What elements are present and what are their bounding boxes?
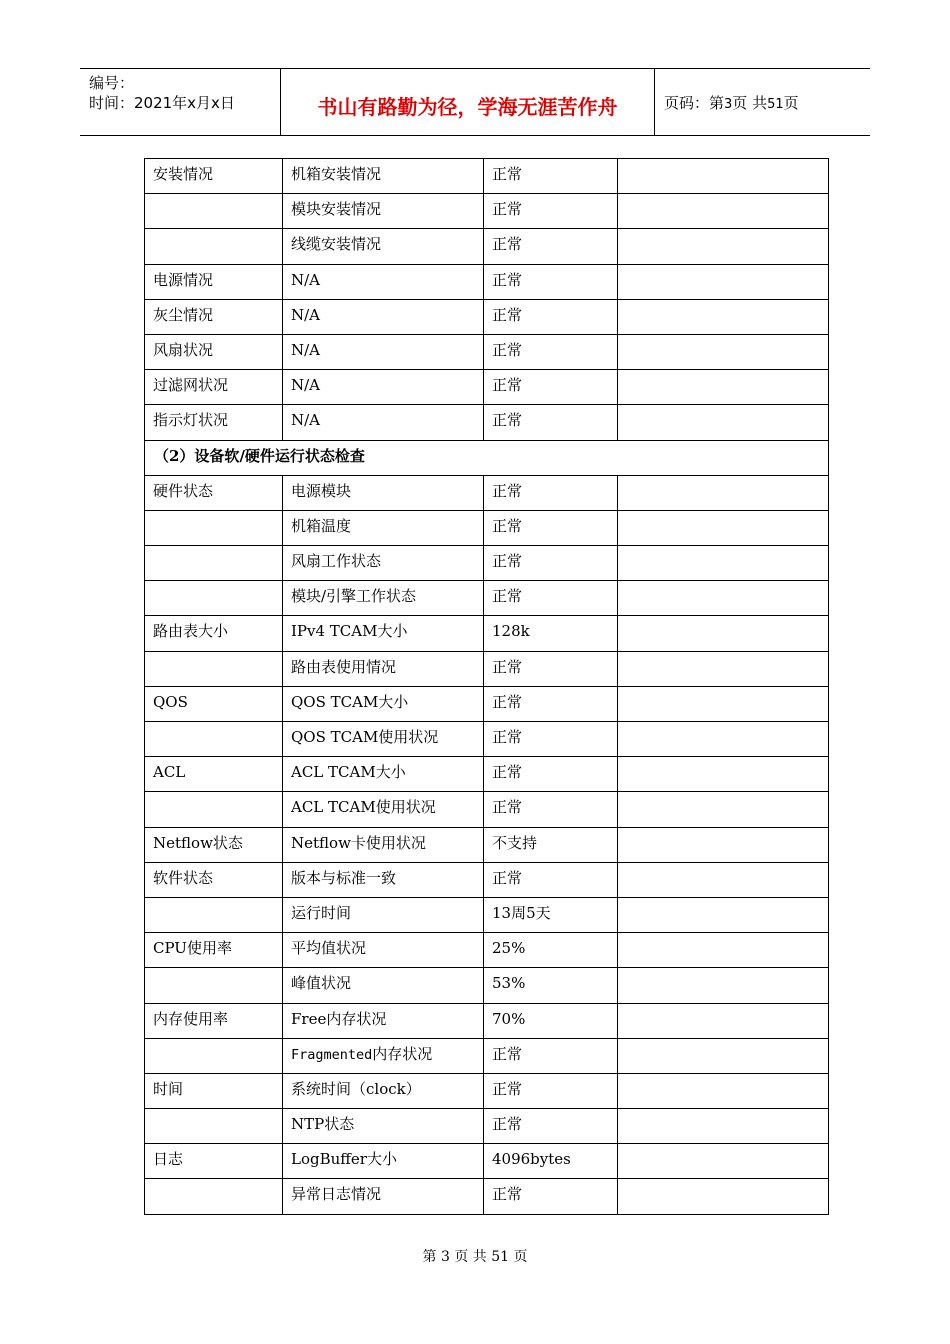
result-cell: 正常 [484,546,618,581]
remark-cell [618,1073,829,1108]
table-row [145,1003,829,1038]
item-cell: 内存使用率 [145,1003,283,1038]
remark-cell [618,159,829,194]
subitem-cell: 模块安装情况 [283,194,484,229]
subitem-cell: Free内存状况 [283,1003,484,1038]
page-header [80,68,870,136]
table-row [145,299,829,334]
subitem-cell [283,1038,484,1073]
result-cell: 正常 [484,1179,618,1214]
table-row [145,1179,829,1214]
result-cell: 正常 [484,370,618,405]
result-cell: 4096bytes [484,1144,618,1179]
table-row [145,933,829,968]
remark-cell [618,968,829,1003]
result-cell: 正常 [484,159,618,194]
remark-cell [618,757,829,792]
table-row [145,405,829,440]
page-current: 3 [724,97,733,112]
subitem-cell: 电源模块 [283,475,484,510]
item-cell: QOS [145,686,283,721]
table-row [145,686,829,721]
item-cell: 软件状态 [145,862,283,897]
subitem-cell: LogBuffer大小 [283,1144,484,1179]
table-row [145,1109,829,1144]
result-cell: 正常 [484,405,618,440]
table-row [145,581,829,616]
inspection-table-body [145,159,829,441]
item-cell [145,722,283,757]
subitem-cell: 异常日志情况 [283,1179,484,1214]
subitem-cell: 平均值状况 [283,933,484,968]
remark-cell [618,1109,829,1144]
result-cell: 25% [484,933,618,968]
item-cell [145,1179,283,1214]
result-cell: 正常 [484,686,618,721]
table-row [145,968,829,1003]
item-cell [145,1038,283,1073]
subitem-cell: QOS TCAM使用状况 [283,722,484,757]
table-row [145,229,829,264]
table-row [145,1144,829,1179]
remark-cell [618,405,829,440]
result-cell: 正常 [484,651,618,686]
table-row [145,897,829,932]
remark-cell [618,1144,829,1179]
item-cell: 路由表大小 [145,616,283,651]
result-cell: 128k [484,616,618,651]
subitem-cell: 机箱安装情况 [283,159,484,194]
result-cell: 正常 [484,475,618,510]
page-label-suffix: 页 [783,94,799,112]
result-cell: 正常 [484,334,618,369]
remark-cell [618,475,829,510]
remark-cell [618,722,829,757]
result-cell: 正常 [484,229,618,264]
subitem-cell: N/A [283,405,484,440]
result-cell: 70% [484,1003,618,1038]
header-page-info [655,69,870,135]
result-cell: 正常 [484,264,618,299]
item-cell [145,581,283,616]
footer-mid: 页 共 [454,1249,487,1265]
table-row [145,651,829,686]
item-cell [145,1109,283,1144]
item-cell: ACL [145,757,283,792]
table-row [145,334,829,369]
table-row [145,159,829,194]
subitem-text: 内存状况 [372,1044,433,1063]
remark-cell [618,1003,829,1038]
table-row [145,370,829,405]
section-title: （2）设备软/硬件运行状态检查 [145,440,829,475]
table-row [145,616,829,651]
item-cell [145,651,283,686]
subitem-cell: 版本与标准一致 [283,862,484,897]
subitem-mono-text: Fragmented [291,1046,373,1063]
page-label-mid: 页 共 [732,94,768,112]
header-motto: 书山有路勤为径，学海无涯苦作舟 [281,69,655,135]
remark-cell [618,194,829,229]
remark-cell [618,370,829,405]
result-cell: 正常 [484,792,618,827]
status-table-body [145,475,829,1214]
subitem-cell: 模块/引擎工作状态 [283,581,484,616]
remark-cell [618,581,829,616]
serial-label: 编号： [89,74,135,92]
item-cell: 风扇状况 [145,334,283,369]
subitem-cell: IPv4 TCAM大小 [283,616,484,651]
table-row [145,757,829,792]
page-total: 51 [767,97,784,112]
item-cell: Netflow状态 [145,827,283,862]
remark-cell [618,1179,829,1214]
result-cell: 正常 [484,510,618,545]
remark-cell [618,229,829,264]
subitem-cell: N/A [283,334,484,369]
item-cell: 灰尘情况 [145,299,283,334]
result-cell: 正常 [484,299,618,334]
remark-cell [618,933,829,968]
footer-prefix: 第 [422,1249,437,1265]
subitem-cell: 运行时间 [283,897,484,932]
subitem-cell: 峰值状况 [283,968,484,1003]
item-cell: 电源情况 [145,264,283,299]
result-cell: 正常 [484,1073,618,1108]
item-cell [145,792,283,827]
result-cell: 正常 [484,194,618,229]
item-cell [145,510,283,545]
subitem-cell: 路由表使用情况 [283,651,484,686]
item-cell: 时间 [145,1073,283,1108]
remark-cell [618,686,829,721]
subitem-cell: Netflow卡使用状况 [283,827,484,862]
item-cell [145,194,283,229]
table-row [145,827,829,862]
header-meta [80,69,281,135]
item-cell: 指示灯状况 [145,405,283,440]
remark-cell [618,827,829,862]
result-cell: 正常 [484,1109,618,1144]
table-row [145,546,829,581]
subitem-cell: ACL TCAM大小 [283,757,484,792]
remark-cell [618,862,829,897]
footer-current: 3 [440,1249,450,1265]
item-cell: CPU使用率 [145,933,283,968]
page-label-prefix: 页码：第 [664,94,725,112]
subitem-cell: 线缆安装情况 [283,229,484,264]
table-row [145,475,829,510]
table-row [145,792,829,827]
result-cell: 正常 [484,722,618,757]
remark-cell [618,792,829,827]
item-cell [145,897,283,932]
result-cell: 53% [484,968,618,1003]
subitem-cell: 风扇工作状态 [283,546,484,581]
table-row [145,722,829,757]
table-row [145,194,829,229]
footer-total: 51 [491,1249,510,1265]
inspection-table [144,158,829,1215]
item-cell: 硬件状态 [145,475,283,510]
result-cell: 正常 [484,1038,618,1073]
remark-cell [618,264,829,299]
item-cell [145,546,283,581]
remark-cell [618,546,829,581]
subitem-cell: QOS TCAM大小 [283,686,484,721]
table-row [145,1073,829,1108]
remark-cell [618,897,829,932]
subitem-cell: N/A [283,299,484,334]
item-cell: 日志 [145,1144,283,1179]
remark-cell [618,651,829,686]
subitem-cell: N/A [283,264,484,299]
result-cell: 正常 [484,757,618,792]
result-cell: 正常 [484,862,618,897]
section-row [145,440,829,475]
footer-suffix: 页 [513,1249,528,1265]
result-cell: 不支持 [484,827,618,862]
item-cell [145,968,283,1003]
page-footer [0,1246,950,1266]
table-row [145,510,829,545]
result-cell: 13周5天 [484,897,618,932]
table-row [145,862,829,897]
subitem-cell: NTP状态 [283,1109,484,1144]
remark-cell [618,616,829,651]
item-cell: 过滤网状况 [145,370,283,405]
remark-cell [618,334,829,369]
result-cell: 正常 [484,581,618,616]
remark-cell [618,1038,829,1073]
remark-cell [618,299,829,334]
subitem-cell: N/A [283,370,484,405]
time-label: 时间：2021年x月x日 [89,94,235,112]
table-row [145,1038,829,1073]
item-cell [145,229,283,264]
subitem-cell: 机箱温度 [283,510,484,545]
subitem-cell: 系统时间（clock） [283,1073,484,1108]
remark-cell [618,510,829,545]
item-cell: 安装情况 [145,159,283,194]
subitem-cell: ACL TCAM使用状况 [283,792,484,827]
table-row [145,264,829,299]
